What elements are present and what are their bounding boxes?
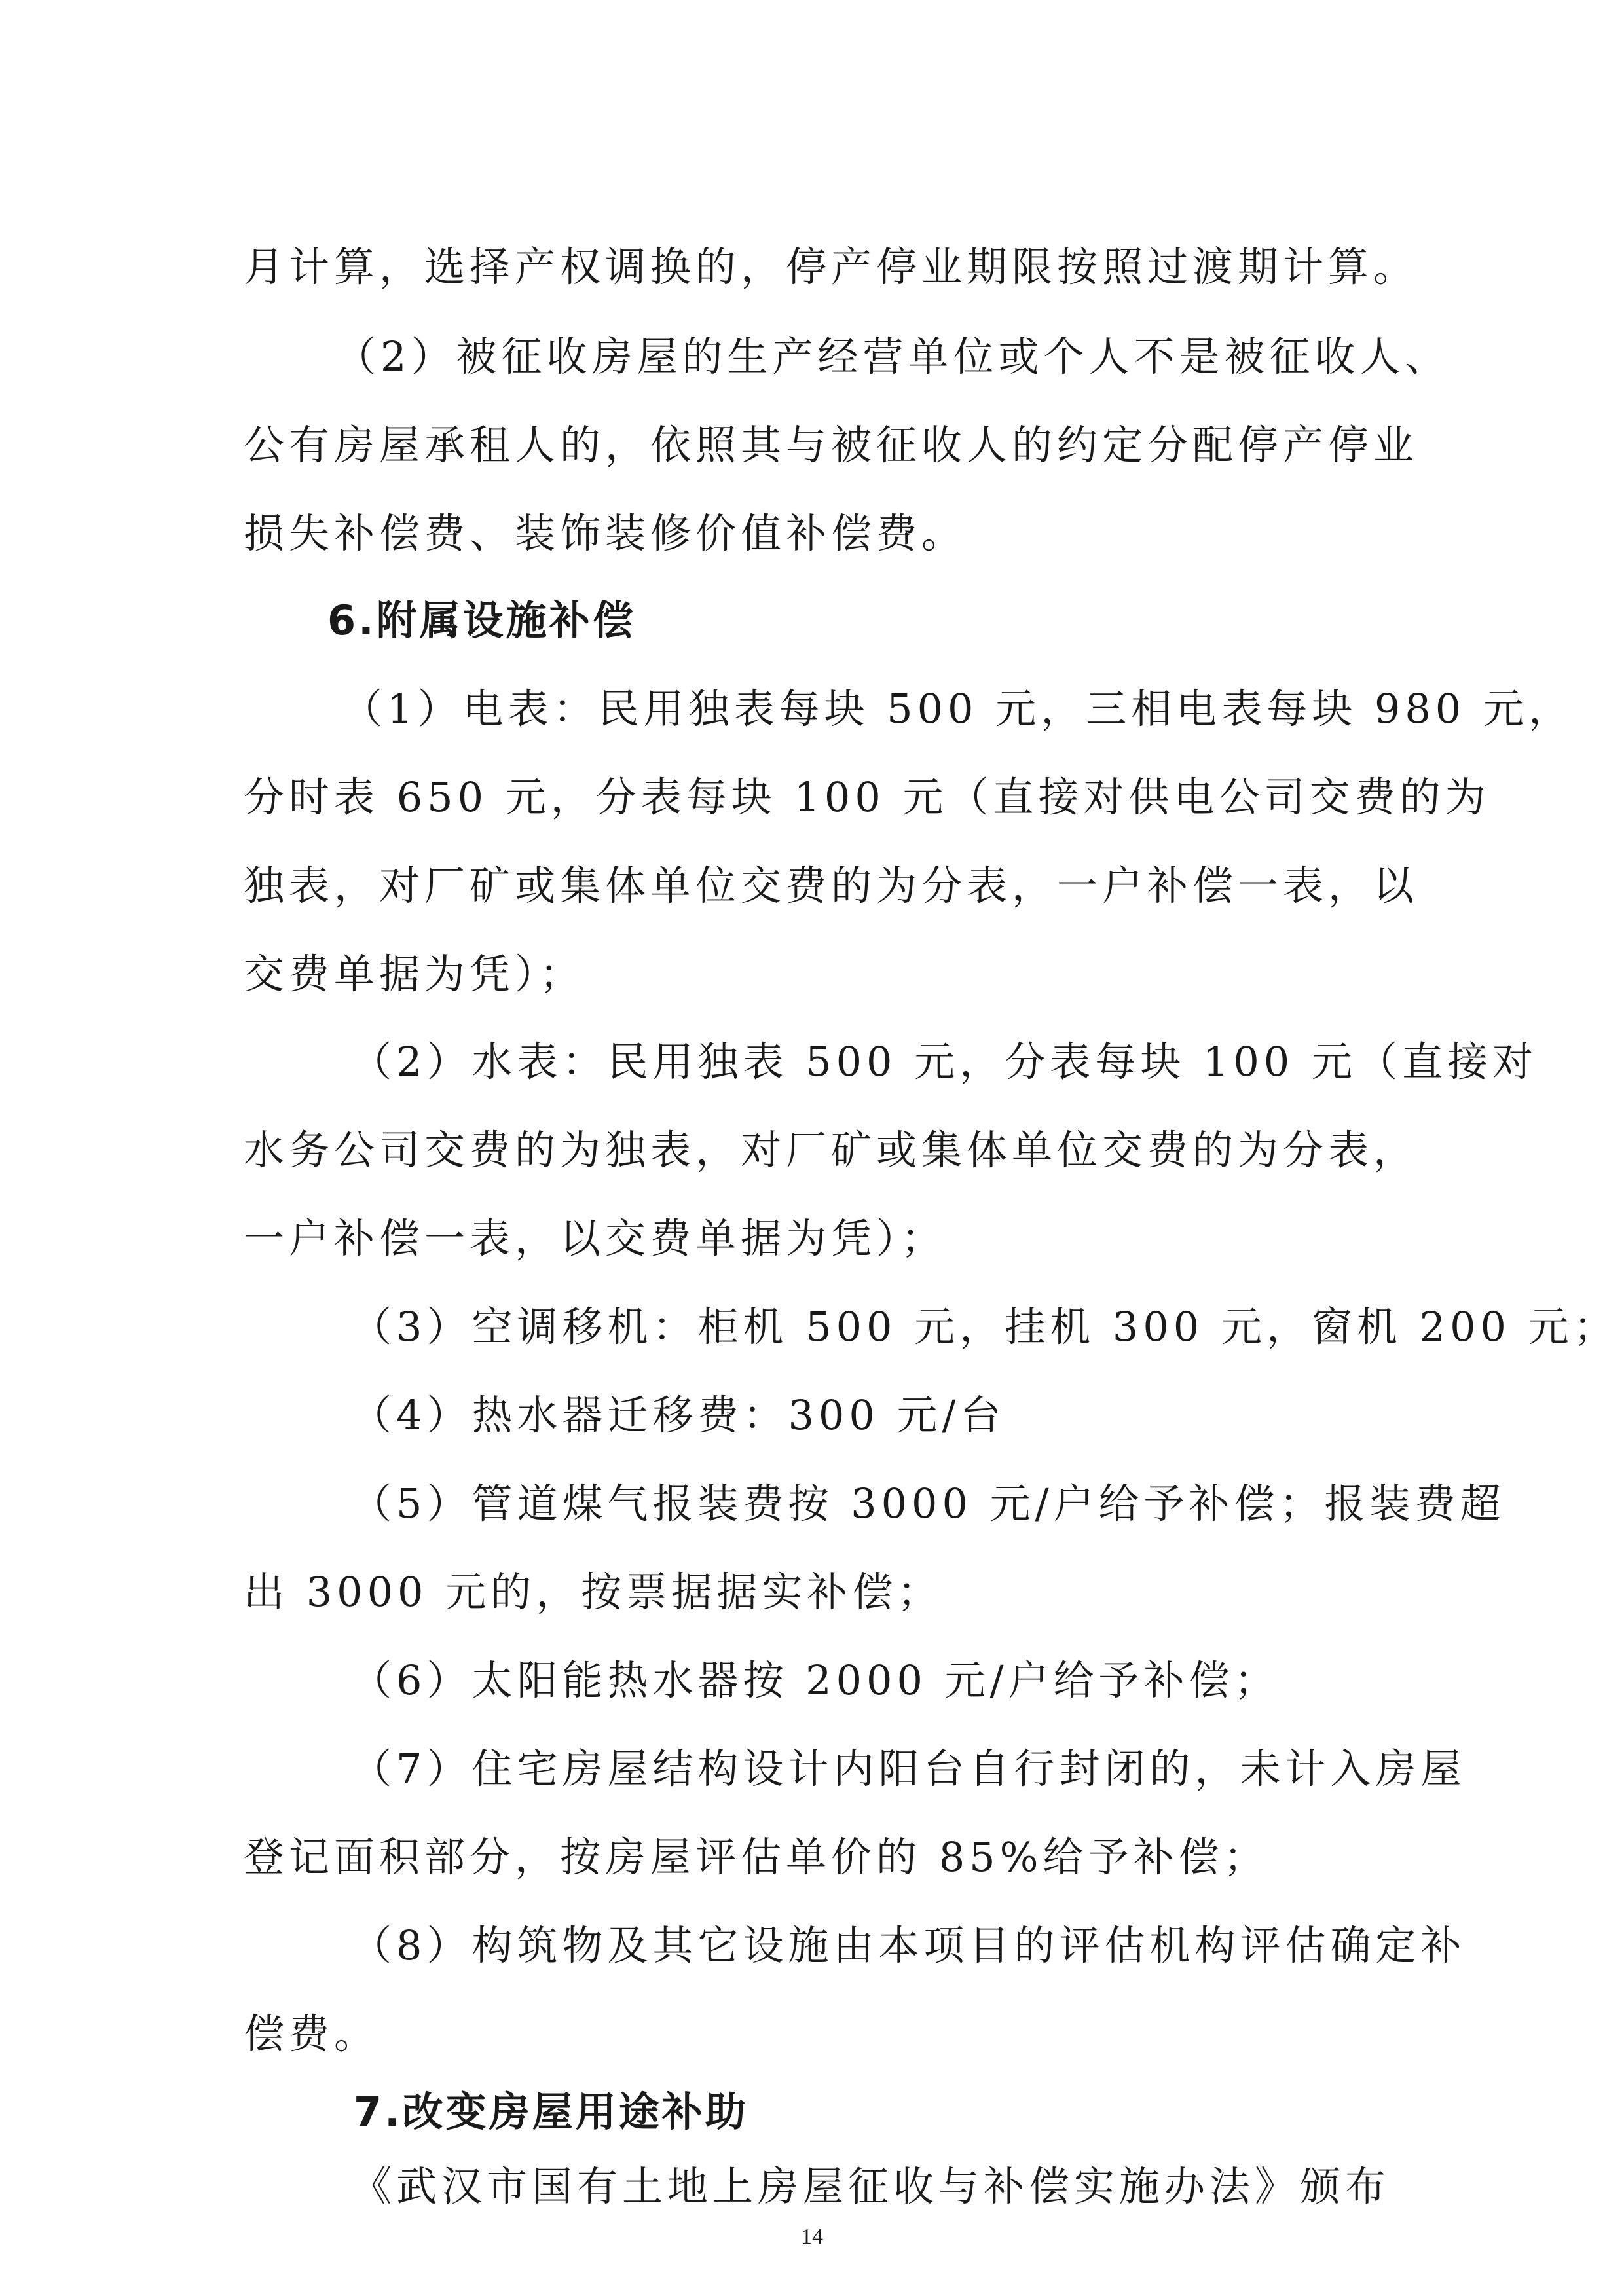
- text-line: （2）被征收房屋的生产经营单位或个人不是被征收人、: [335, 333, 1450, 380]
- section-heading: 6.附属设施补偿: [327, 596, 636, 644]
- text-line: 公有房屋承租人的，依照其与被征收人的约定分配停产停业: [244, 421, 1419, 469]
- text-line: （4）热水器迁移费：300 元/台: [351, 1391, 1006, 1439]
- text-line: （2）水表：民用独表 500 元，分表每块 100 元（直接对: [351, 1038, 1538, 1085]
- text-line: 偿费。: [244, 2010, 380, 2058]
- text-line: 水务公司交费的为独表，对厂矿或集体单位交费的为分表，: [244, 1126, 1419, 1174]
- page-number: 14: [801, 2225, 823, 2249]
- text-line: 《武汉市国有土地上房屋征收与补偿实施办法》颁布: [351, 2162, 1391, 2210]
- text-line: （6）太阳能热水器按 2000 元/户给予补偿；: [351, 1656, 1280, 1704]
- text-line: 月计算，选择产权调换的，停产停业期限按照过渡期计算。: [244, 243, 1419, 291]
- text-line: （7）住宅房屋结构设计内阳台自行封闭的，未计入房屋: [351, 1745, 1466, 1793]
- text-line: （3）空调移机：柜机 500 元，挂机 300 元，窗机 200 元；: [351, 1303, 1619, 1351]
- text-line: 分时表 650 元，分表每块 100 元（直接对供电公司交费的为: [244, 773, 1490, 821]
- text-line: 一户补偿一表，以交费单据为凭）；: [244, 1214, 947, 1262]
- text-line: （1）电表：民用独表每块 500 元，三相电表每块 980 元，: [342, 685, 1574, 733]
- section-heading: 7.改变房屋用途补助: [354, 2088, 748, 2136]
- text-line: 交费单据为凭）；: [244, 950, 585, 998]
- text-line: 登记面积部分，按房屋评估单价的 85%给予补偿；: [244, 1833, 1269, 1881]
- text-line: 损失补偿费、装饰装修价值补偿费。: [244, 509, 967, 557]
- text-line: （5）管道煤气报装费按 3000 元/户给予补偿；报装费超: [351, 1480, 1505, 1527]
- text-line: 出 3000 元的，按票据据实补偿；: [244, 1568, 943, 1616]
- text-line: 独表，对厂矿或集体单位交费的为分表，一户补偿一表，以: [244, 862, 1419, 909]
- text-line: （8）构筑物及其它设施由本项目的评估机构评估确定补: [351, 1922, 1466, 1969]
